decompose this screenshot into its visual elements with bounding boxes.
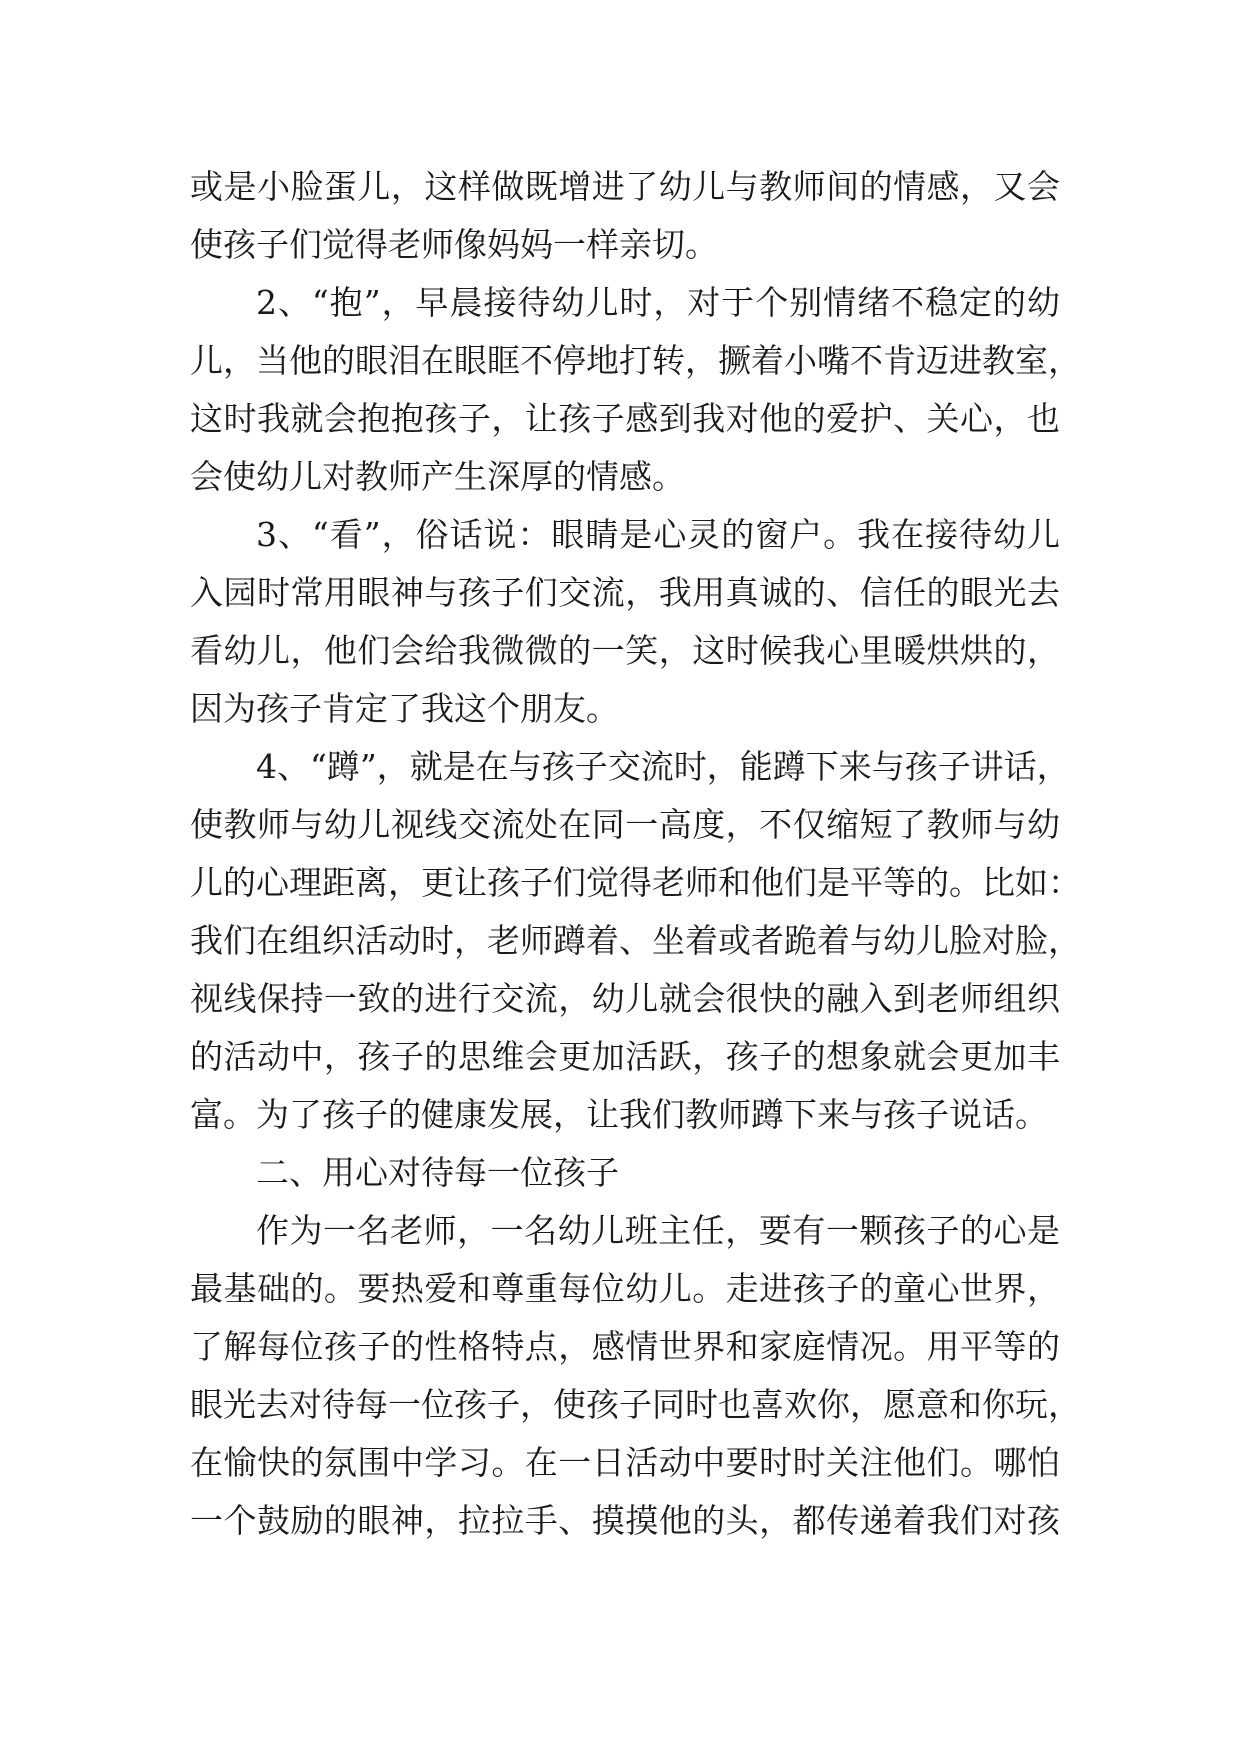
text-line: 使教师与幼儿视线交流处在同一高度，不仅缩短了教师与幼 (190, 805, 1060, 844)
text-line: 在愉快的氛围中学习。在一日活动中要时时关注他们。哪怕 (190, 1443, 1060, 1482)
text-line: 一个鼓励的眼神，拉拉手、摸摸他的头，都传递着我们对孩 (190, 1501, 1060, 1540)
text-line: 的活动中，孩子的思维会更加活跃，孩子的想象就会更加丰 (190, 1037, 1060, 1076)
text-line: 使孩子们觉得老师像妈妈一样亲切。 (190, 225, 718, 264)
paragraph-start-line: 作为一名老师，一名幼儿班主任，要有一颗孩子的心是 (256, 1211, 1060, 1250)
paragraph-start-line: 3、“看”，俗话说：眼睛是心灵的窗户。我在接待幼儿 (256, 515, 1060, 554)
text-line: 看幼儿，他们会给我微微的一笑，这时候我心里暖烘烘的， (190, 631, 1060, 670)
text-line: 最基础的。要热爱和尊重每位幼儿。走进孩子的童心世界， (190, 1269, 1060, 1308)
text-line: 眼光去对待每一位孩子，使孩子同时也喜欢你，愿意和你玩， (190, 1385, 1081, 1424)
text-line: 会使幼儿对教师产生深厚的情感。 (190, 457, 685, 496)
body-text (190, 158, 1081, 1550)
text-line: 这时我就会抱抱孩子，让孩子感到我对他的爱护、关心，也 (190, 399, 1060, 438)
text-line: 入园时常用眼神与孩子们交流，我用真诚的、信任的眼光去 (190, 573, 1060, 612)
text-line: 我们在组织活动时，老师蹲着、坐着或者跪着与幼儿脸对脸， (190, 921, 1081, 960)
text-line: 儿，当他的眼泪在眼眶不停地打转，撅着小嘴不肯迈进教室， (190, 341, 1081, 380)
section-heading: 二、用心对待每一位孩子 (256, 1153, 619, 1192)
text-line: 富。为了孩子的健康发展，让我们教师蹲下来与孩子说话。 (190, 1095, 1048, 1134)
text-line: 视线保持一致的进行交流，幼儿就会很快的融入到老师组织 (190, 979, 1060, 1018)
text-line: 儿的心理距离，更让孩子们觉得老师和他们是平等的。比如： (190, 863, 1081, 902)
text-line: 或是小脸蛋儿，这样做既增进了幼儿与教师间的情感，又会 (190, 167, 1060, 206)
text-line: 因为孩子肯定了我这个朋友。 (190, 689, 619, 728)
text-line: 了解每位孩子的性格特点，感情世界和家庭情况。用平等的 (190, 1327, 1060, 1366)
paragraph-start-line: 2、“抱”，早晨接待幼儿时，对于个别情绪不稳定的幼 (256, 283, 1060, 322)
paragraph-start-line: 4、“蹲”，就是在与孩子交流时，能蹲下来与孩子讲话， (256, 747, 1070, 786)
